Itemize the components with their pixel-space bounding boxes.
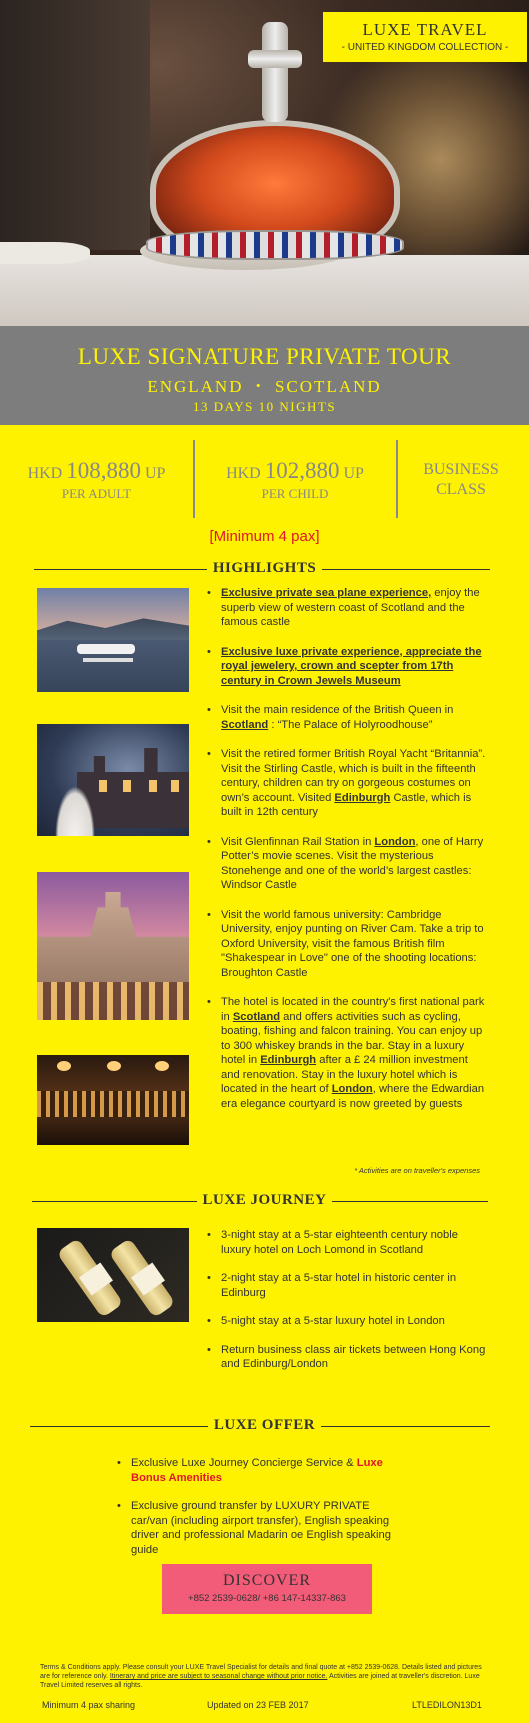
title-band [0,326,529,425]
list-item: • Visit the world famous university: Cambridge University, enjoy punting on River Cam. Take a trip to Oxford University, visit the famous British film "Shakespear in Love" one of the shooting locations: Broughton Castle [207,908,487,981]
price-child-suffix: UP [343,465,364,482]
price-child-amount: 102,880 [264,458,340,483]
price-divider [396,440,398,518]
tour-route: ENGLAND ・ SCOTLAND [147,377,382,396]
price-child [197,440,393,518]
list-item: • Exclusive ground transfer by LUXURY PRIVATE car/van (including airport transfer), English speaking driver and professional Madarin oe English speaking guide [117,1499,407,1557]
list-item: • Return business class air tickets between Hong Kong and Edinburg/London [207,1343,487,1372]
list-item: • 5-night stay at a 5-star luxury hotel in London [207,1314,487,1329]
updated-date: Updated on 23 FEB 2017 [207,1700,309,1710]
offer-heading: LUXE OFFER [0,1417,529,1437]
terms-text: Terms & Conditions apply. Please consult your LUXE Travel Specialist for details and final quote at +852 2539-0628. Details listed and pictures are for reference only. Itinerary and price are subject to seasonal change without prior notice. Activities are joined at traveller's discretion. Luxe Travel Limited reserves all rights. [40,1664,482,1689]
journey-heading: LUXE JOURNEY [0,1192,529,1212]
price-adult-label: PER ADULT [61,486,132,501]
brand-collection: - UNITED KINGDOM COLLECTION - [341,42,509,53]
hero-crown-image [0,0,529,326]
seaplane-photo [37,588,189,692]
journey-list [207,1228,487,1372]
list-item: • The hotel is located in the country's first national park in Scotland and offers activities such as cycling, boating, fishing and falcon training. You can enjoy up to 300 whiskey brands in the bar. Stay in a luxury hotel in Edinburgh after a £ 24 million investment and renovation. Stay in the luxury hotel which is located in the heart of London, where the Edwardian era elegance courtyard is now greeted by guests [207,995,487,1111]
offer-list [117,1456,407,1557]
discover-label: DISCOVER [222,1572,311,1589]
list-item: • Exclusive Luxe Journey Concierge Service & Luxe Bonus Amenities [117,1456,407,1485]
price-child-currency: HKD [226,465,261,482]
list-item: • Exclusive luxe private experience, appreciate the royal jewelery, crown and scepter from 17th century in Crown Jewels Museum [207,645,487,689]
list-item: • Exclusive private sea plane experience, enjoy the superb view of western coast of Scotland and the famous castle [207,586,487,630]
minimum-pax: [Minimum 4 pax] [209,528,320,545]
price-panel [0,440,529,518]
activities-note: * Activities are on traveller's expenses [354,1166,480,1175]
price-divider [193,440,195,518]
price-adult-currency: HKD [27,465,63,482]
list-item: • 2-night stay at a 5-star hotel in historic center in Edinburg [207,1271,487,1300]
castle-wedding-photo [37,724,189,836]
list-item: • Visit the main residence of the British Queen in Scotland : “The Palace of Holyroodhouse” [207,703,487,732]
itinerary-change-notice: Itinerary and price are subject to seasonal change without prior notice. [109,1673,328,1680]
list-item: • Visit Glenfinnan Rail Station in London, one of Harry Potter’s movie scenes. Visit the mysterious Stonehenge and one of the world’s largest castles: Windsor Castle [207,835,487,893]
product-code: LTLEDILON13D1 [412,1700,482,1710]
hotel-building-photo [37,872,189,1020]
brand-name: LUXE TRAVEL [362,20,488,39]
minimum-sharing-note: Minimum 4 pax sharing [42,1700,136,1710]
list-item: • Visit the retired former British Royal Yacht “Britannia”. Visit the Stirling Castle, which is built in the fifteenth century, children can try on gorgeous costumes on own’s account. Visited Edinburgh Castle, which is built in 12th century [207,747,487,820]
price-adult [0,440,193,518]
travel-class: BUSINESS CLASS [423,461,499,498]
wine-cellar-photo [37,1228,189,1322]
tour-duration: 13 DAYS 10 NIGHTS [192,399,337,414]
whiskey-bar-photo [37,1055,189,1145]
price-adult-amount: 108,880 [66,458,141,483]
highlights-heading: HIGHLIGHTS [0,560,529,580]
contact-phones: +852 2539-0628/ +86 147-14337-863 [188,1593,346,1604]
list-item: • 3-night stay at a 5-star eighteenth century noble luxury hotel on Loch Lomond in Scotland [207,1228,487,1257]
highlights-list [207,586,487,1111]
tour-title: LUXE SIGNATURE PRIVATE TOUR [77,344,452,369]
price-adult-suffix: UP [144,465,166,482]
price-child-label: PER CHILD [261,486,329,501]
discover-button[interactable] [162,1564,372,1614]
brand-box [323,12,527,62]
